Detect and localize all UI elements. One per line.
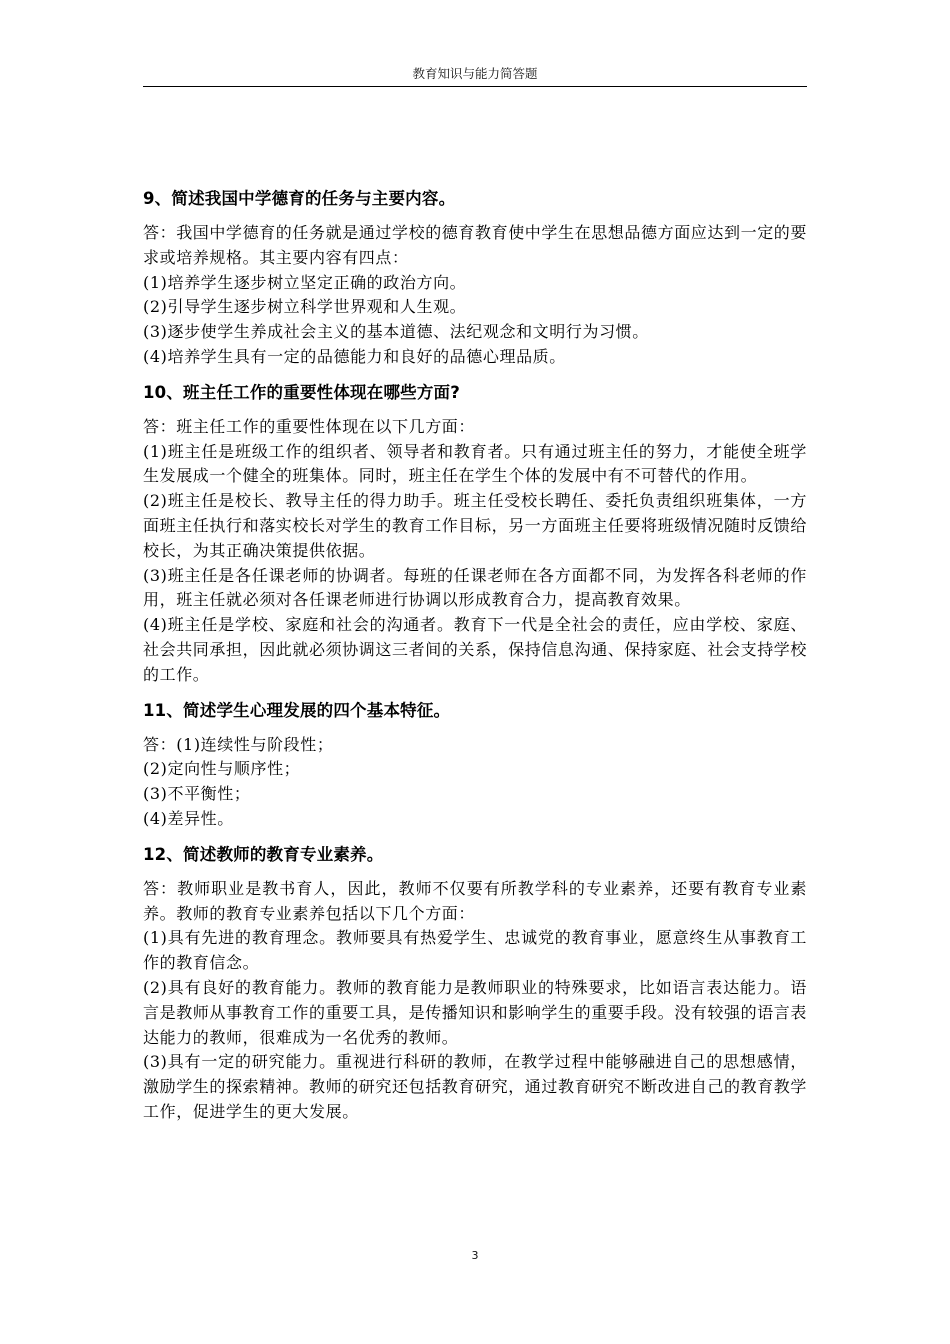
question-9-title: 9、简述我国中学德育的任务与主要内容。 (143, 189, 456, 208)
answer-paragraph: (4)班主任是学校、家庭和社会的沟通者。教育下一代是全社会的责任，应由学校、家庭、社会共同承担，因此就必须协调这三者间的关系，保持信息沟通、保持家庭、社会支持学校的工作。 (143, 615, 808, 684)
answer-paragraph: (2)引导学生逐步树立科学世界观和人生观。 (143, 297, 467, 317)
question-12-section (143, 842, 807, 1125)
answer-paragraph: (4)差异性。 (143, 808, 234, 828)
question-11-answer (143, 733, 807, 832)
answer-paragraph: (2)定向性与顺序性； (143, 759, 301, 779)
question-9-section (143, 186, 807, 370)
answer-paragraph: 答：(1)连续性与阶段性； (143, 734, 334, 754)
answer-paragraph: (3)逐步使学生养成社会主义的基本道德、法纪观念和文明行为习惯。 (143, 322, 649, 342)
header-divider (143, 86, 807, 87)
question-9-answer (143, 221, 807, 370)
question-10-section (143, 380, 807, 688)
answer-paragraph: (3)班主任是各任课老师的协调者。每班的任课老师在各方面都不同，为发挥各科老师的作用，班主任就必须对各任课老师进行协调以形成教育合力，提高教育效果。 (143, 565, 807, 610)
question-12-answer (143, 877, 807, 1125)
answer-paragraph: (2)具有良好的教育能力。教师的教育能力是教师职业的特殊要求，比如语言表达能力。语言是教师从事教育工作的重要工具，是传播知识和影响学生的重要手段。没有较强的语言表达能力的教师，很难成为一名优秀的教师。 (143, 977, 808, 1047)
answer-paragraph: (2)班主任是校长、教导主任的得力助手。班主任受校长聘任、委托负责组织班集体，一方面班主任执行和落实校长对学生的教育工作目标，另一方面班主任要将班级情况随时反馈给校长，为其正确决策提供依据。 (143, 491, 808, 560)
question-12-title: 12、简述教师的教育专业素养。 (143, 844, 384, 864)
answer-paragraph: 答：班主任工作的重要性体现在以下几方面： (143, 416, 476, 436)
answer-paragraph: 答：教师职业是教书育人，因此，教师不仅要有所教学科的专业素养，还要有教育专业素养。教师的教育专业素养包括以下几个方面： (143, 878, 807, 923)
question-11-title: 11、简述学生心理发展的四个基本特征。 (143, 700, 451, 720)
page-number: 3 (471, 1249, 479, 1262)
answer-paragraph: (1)班主任是班级工作的组织者、领导者和教育者。只有通过班主任的努力，才能使全班学生发展成一个健全的班集体。同时，班主任在学生个体的发展中有不可替代的作用。 (143, 441, 807, 486)
question-11-section (143, 698, 807, 832)
answer-paragraph: (1)具有先进的教育理念。教师要具有热爱学生、忠诚党的教育事业，愿意终生从事教育工作的教育信念。 (143, 928, 807, 973)
answer-paragraph: (3)不平衡性； (143, 784, 251, 804)
document-body (143, 186, 807, 1125)
answer-paragraph: (1)培养学生逐步树立坚定正确的政治方向。 (143, 272, 467, 292)
page-header-title: 教育知识与能力简答题 (412, 66, 538, 81)
question-10-title: 10、班主任工作的重要性体现在哪些方面? (143, 382, 461, 402)
answer-paragraph: (4)培养学生具有一定的品德能力和良好的品德心理品质。 (143, 346, 566, 366)
answer-paragraph: 答：我国中学德育的任务就是通过学校的德育教育使中学生在思想品德方面应达到一定的要求或培养规格。其主要内容有四点： (143, 223, 808, 267)
answer-paragraph: (3)具有一定的研究能力。重视进行科研的教师，在教学过程中能够融进自己的思想感情，激励学生的探索精神。教师的研究还包括教育研究，通过教育研究不断改进自己的教育教学工作，促进学生的更大发展。 (143, 1052, 808, 1121)
question-10-answer (143, 415, 807, 688)
